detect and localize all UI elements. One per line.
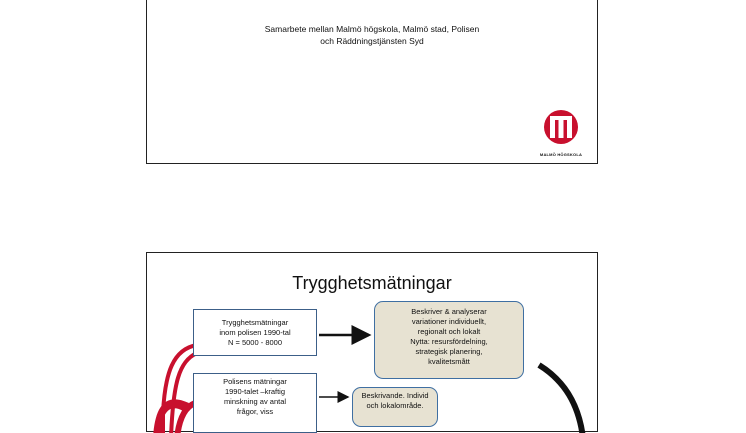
slide-1 (146, 0, 598, 164)
box-trygghetsmatningar-polisen (193, 309, 317, 356)
box-b-line-1: Polisens mätningar (223, 377, 287, 386)
slide-title: Trygghetsmätningar (292, 273, 452, 293)
malmo-logo-icon (531, 105, 591, 151)
box-c-line-5: strategisk planering, (415, 347, 483, 356)
box-b-line-3: minskning av antal (223, 397, 287, 406)
subtitle-line-2: och Räddningstjänsten Syd (320, 36, 424, 46)
box-c-line-6: kvalitetsmått (428, 357, 470, 366)
box-c-line-4: Nytta: resursfördelning, (410, 337, 488, 346)
box-a-line-2: inom polisen 1990-tal (219, 328, 291, 337)
curved-arrow-right (539, 365, 583, 433)
box-beskrivande (352, 387, 438, 427)
box-c-line-3: regionalt och lokalt (417, 327, 481, 336)
box-a-line-3: N = 5000 - 8000 (228, 338, 282, 347)
box-polisens-matningar (193, 373, 317, 433)
subtitle-line-1: Samarbete mellan Malmö högskola, Malmö stad, Polisen (264, 24, 480, 34)
box-b-line-2: 1990-talet –kraftig (224, 387, 286, 396)
box-b-line-4: frågor, viss (236, 407, 274, 416)
slide-2 (146, 252, 598, 432)
logo-text: MALMÖ HÖGSKOLA (539, 152, 583, 157)
box-d-line-2: och lokalområde. (366, 401, 424, 410)
box-d-line-1: Beskrivande. Individ (361, 391, 429, 400)
box-a-line-1: Trygghetsmätningar (221, 318, 289, 327)
box-c-line-2: variationer individuellt, (411, 317, 487, 326)
slide-subtitle (147, 23, 597, 47)
malmo-hogskola-logo (531, 105, 591, 161)
box-c-line-1: Beskriver & analyserar (411, 307, 487, 316)
box-beskriver-analyserar (374, 301, 524, 379)
